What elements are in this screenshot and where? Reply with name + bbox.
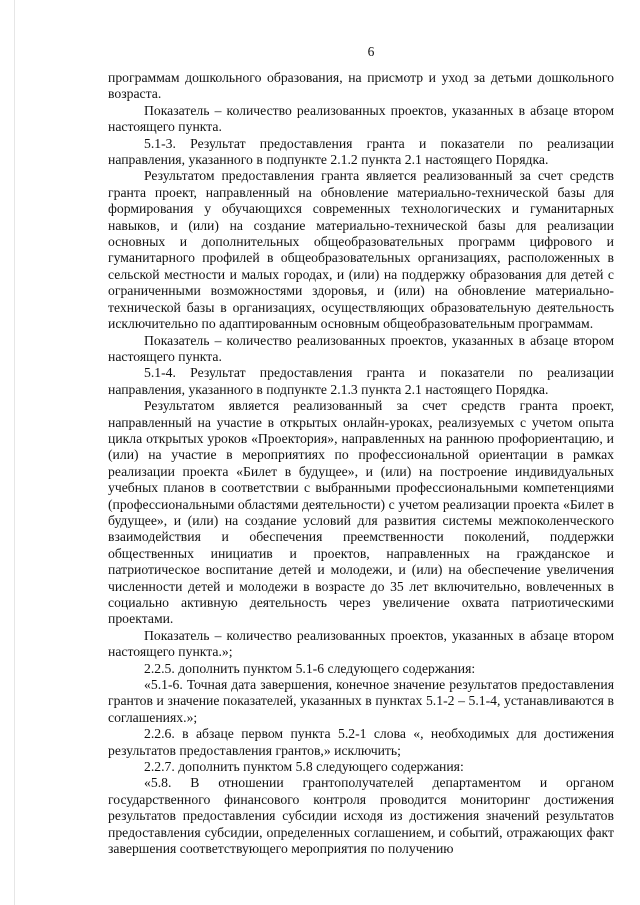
paragraph: «5.1-6. Точная дата завершения, конечное значение результатов предоставления грантов и значение показателей, указанных в пунктах 5.1-2 – 5.1-4, устанавливаются в соглашениях.»; [108,677,614,725]
paragraph: Результатом предоставления гранта является реализованный за счет средств гранта проект, направленный на обновление материально-технической базы для формирования у обучающихся современных технологических и гуманитарных навыков, и (или) на создание материально-технической базы для реализации основных и дополнительных общеобразовательных программ цифрового и гуманитарного профилей в общеобразовательных организациях, расположенных в сельской местности и малых городах, и (или) на поддержку образования для детей с ограниченными возможностями здоровья, и (или) на обновление материально-технической базы в организациях, осуществляющих образовательную деятельность исключительно по адаптированным основным общеобразовательным программам. [108,168,614,332]
paragraph: Показатель – количество реализованных проектов, указанных в абзаце втором настоящего пункта.»; [108,627,614,660]
paragraph: Результатом является реализованный за счет средств гранта проект, направленный на участие в открытых онлайн-уроках, реализуемых с учетом опыта цикла открытых уроков «Проектория», направленных на раннюю профориентацию, и (или) на участие в мероприятиях по профессиональной ориентации в рамках реализации проекта «Билет в будущее», и (или) на построение индивидуальных учебных планов в соответствии с выбранными профессиональными компетенциями (профессиональными областями деятельности) с учетом реализации проекта «Билет в будущее», и (или) на создание условий для развития системы межпоколенческого взаимодействия и обеспечения преемственности поколений, поддержки общественных инициатив и проектов, направленных на гражданское и патриотическое воспитание детей и молодежи, и (или) на обеспечение увеличения численности детей и молодежи в возрасте до 35 лет включительно, вовлеченных в социально активную деятельность через увеличение охвата патриотическими проектами. [108,398,614,627]
paragraph: Показатель – количество реализованных проектов, указанных в абзаце втором настоящего пункта. [108,332,614,364]
paragraph: 5.1-4. Результат предоставления гранта и показатели по реализации направления, указанного в подпункте 2.1.3 пункта 2.1 настоящего Порядка. [108,365,614,397]
paragraph: 2.2.5. дополнить пунктом 5.1-6 следующего содержания: [144,660,476,676]
page-number: 6 [367,44,375,59]
page-edge [0,0,15,905]
paragraph: «5.8. В отношении грантополучателей департаментом и органом государственного финансового контроля проводится мониторинг достижения результатов предоставления субсидии исходя из достижения значений результатов предоставления субсидии, определенных соглашением, и событий, отражающих факт завершения соответствующего мероприятия по получению [108,775,614,857]
paragraph: программам дошкольного образования, на присмотр и уход за детьми дошкольного возраста. [108,70,614,102]
paragraph: 2.2.6. в абзаце первом пункта 5.2-1 слова «, необходимых для достижения результатов предоставления грантов,» исключить; [108,726,614,758]
paragraph: Показатель – количество реализованных проектов, указанных в абзаце втором настоящего пункта. [108,102,614,135]
paragraph: 2.2.7. дополнить пунктом 5.8 следующего содержания: [144,759,464,775]
document-body [108,70,614,858]
paragraph: 5.1-3. Результат предоставления гранта и показатели по реализации направления, указанного в подпункте 2.1.2 пункта 2.1 настоящего Порядка. [108,135,614,168]
